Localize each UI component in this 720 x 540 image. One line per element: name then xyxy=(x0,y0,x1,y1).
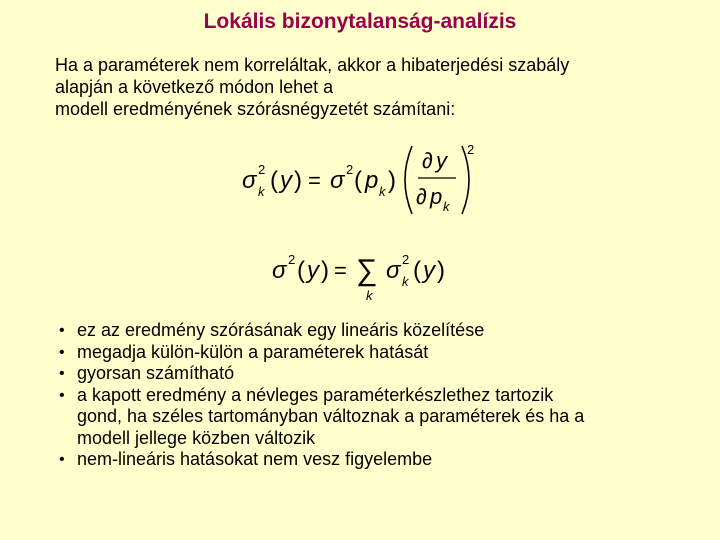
paren-left: ( xyxy=(297,257,305,284)
list-item-text: a kapott eredmény a névleges paraméterkészlethez tartozik xyxy=(77,384,554,405)
superscript-2: 2 xyxy=(288,252,296,267)
var-p: p xyxy=(365,167,379,194)
bullet-icon: • xyxy=(59,343,65,361)
sigma-symbol: σ xyxy=(242,167,257,194)
bullet-icon: • xyxy=(59,322,65,339)
superscript-2: 2 xyxy=(258,162,266,177)
paren-left: ( xyxy=(270,167,278,194)
partial-symbol: ∂ xyxy=(422,148,433,173)
superscript-2: 2 xyxy=(402,252,410,267)
sum-index-k: k xyxy=(366,288,373,303)
list-item xyxy=(57,363,697,385)
list-item-text: nem-lineáris hatásokat nem vesz figyelembe xyxy=(77,449,433,469)
equals-sign: = xyxy=(334,258,347,283)
bullet-list xyxy=(57,320,697,471)
var-y: y xyxy=(436,148,447,173)
sigma-symbol: σ xyxy=(386,257,401,284)
var-y: y xyxy=(307,257,319,284)
subscript-k: k xyxy=(258,184,265,199)
list-item-text: ez az eredmény szórásának egy lineáris közelítése xyxy=(77,320,485,340)
paren-left: ( xyxy=(413,257,421,284)
var-y: y xyxy=(423,257,435,284)
slide-title: Lokális bizonytalanság-analízis xyxy=(203,10,517,33)
big-paren-left xyxy=(405,146,412,214)
list-item xyxy=(57,385,697,450)
list-item xyxy=(57,320,697,342)
intro-paragraph xyxy=(55,54,675,120)
list-item xyxy=(57,342,697,364)
bullet-icon: • xyxy=(59,451,65,468)
subscript-k: k xyxy=(402,274,409,289)
superscript-2: 2 xyxy=(467,142,475,157)
intro-line: alapján a következő módon lehet a xyxy=(55,77,334,97)
intro-line: modell eredményének szórásnégyzetét számítani: xyxy=(55,99,456,119)
paren-right: ) xyxy=(437,257,445,284)
sigma-symbol: σ xyxy=(272,257,287,284)
list-item-text: gyorsan számítható xyxy=(77,363,235,383)
bullet-icon: • xyxy=(59,386,65,404)
subscript-k: k xyxy=(379,184,386,199)
list-item-text: megadja külön-külön a paraméterek hatását xyxy=(77,341,429,362)
sigma-symbol: σ xyxy=(330,167,345,194)
paren-left: ( xyxy=(354,167,362,194)
sum-symbol: ∑ xyxy=(356,254,378,287)
intro-line: Ha a paraméterek nem korreláltak, akkor a hibaterjedési szabály xyxy=(55,55,570,75)
list-item-text: gond, ha széles tartományban változnak a paraméterek és ha a xyxy=(77,406,585,426)
list-item xyxy=(57,449,697,471)
partial-symbol: ∂ xyxy=(416,184,427,209)
equals-sign: = xyxy=(308,168,321,193)
paren-right: ) xyxy=(294,167,302,194)
paren-right: ) xyxy=(321,257,329,284)
formula-partial-variance xyxy=(240,140,480,220)
paren-right: ) xyxy=(388,167,396,194)
superscript-2: 2 xyxy=(346,162,354,177)
list-item-text: modell jellege közben változik xyxy=(77,427,316,448)
bullet-icon: • xyxy=(59,365,65,382)
formula-total-variance xyxy=(270,248,460,304)
subscript-k: k xyxy=(443,199,450,214)
var-y: y xyxy=(280,167,292,194)
var-p: p xyxy=(430,184,443,209)
